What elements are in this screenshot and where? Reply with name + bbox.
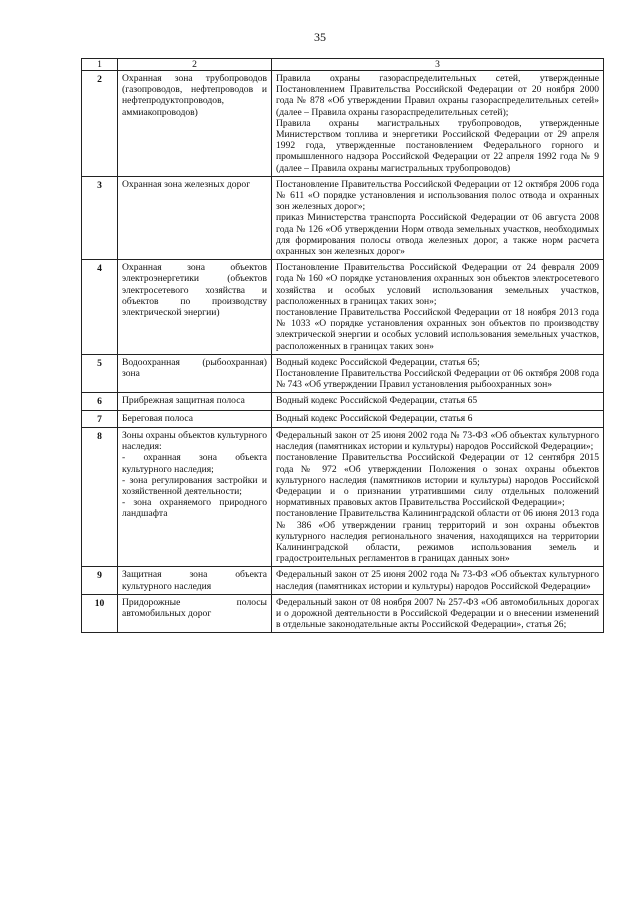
legal-basis-text: постановление Правительства Российской Федерации от 12 сентября 2015 года № 972 «Об утверждении Положения о зонах охраны объектов культурного наследия (памятников истории и культуры) народов Российской Федерации и о признании утратившими силу отдельных положений нормативных правовых актов Правительства Российской Федерации»; — [276, 452, 599, 509]
legal-basis-text: Водный кодекс Российской Федерации, статья 6 — [276, 412, 473, 424]
legal-basis-text: Постановление Правительства Российской Федерации от 24 февраля 2009 года № 160 «О порядке установления охранных зон объектов электросетевого хозяйства и особых условий использования земельных участков, расположенных в границах таких зон»; — [276, 262, 599, 307]
zone-name-text: Охранная зона объектов электроэнергетики (объектов электросетевого хозяйства и объектов по производству электрической энергии) — [122, 262, 267, 319]
row-number: 4 — [82, 260, 118, 355]
header-col-3: 3 — [272, 59, 604, 71]
restrictions-table — [81, 58, 604, 633]
table-row — [82, 260, 604, 355]
legal-basis-text: Федеральный закон от 25 июня 2002 года № 73-ФЗ «Об объектах культурного наследия (памятниках истории и культуры) народов Российской Федерации» — [276, 569, 599, 592]
table-row — [82, 393, 604, 410]
zone-name-cell — [118, 393, 272, 410]
zone-name-text: Прибрежная защитная полоса — [122, 395, 245, 407]
legal-basis-cell — [272, 594, 604, 633]
legal-basis-cell — [272, 427, 604, 566]
zone-name-text: - зона охраняемого природного ландшафта — [122, 497, 267, 520]
zone-name-text: Береговая полоса — [122, 412, 194, 424]
row-number: 3 — [82, 176, 118, 259]
table-row — [82, 427, 604, 566]
table-header-row — [82, 59, 604, 71]
legal-basis-text: постановление Правительства Российской Федерации от 18 ноября 2013 года № 1033 «О порядке установления охранных зон объектов по производству электрической энергии и особых условий использования земельных участков, расположенных в границах таких зон» — [276, 307, 599, 352]
zone-name-text: Придорожные полосы автомобильных дорог — [122, 596, 267, 619]
zone-name-text: Защитная зона объекта культурного наследия — [122, 569, 267, 592]
legal-basis-text: приказ Министерства транспорта Российской Федерации от 06 августа 2008 года № 126 «Об утверждении Норм отвода земельных участков, необходимых для формирования полосы отвода железных дорог, а также норм расчета охранных зон железных дорог» — [276, 212, 599, 258]
table-row — [82, 71, 604, 177]
table-row — [82, 354, 604, 393]
legal-basis-cell — [272, 260, 604, 355]
zone-name-text: Охранная зона железных дорог — [122, 178, 251, 190]
legal-basis-text: Федеральный закон от 25 июня 2002 года № 73-ФЗ «Об объектах культурного наследия (памятниках истории и культуры) народов Российской Федерации»; — [276, 429, 599, 453]
zone-name-cell — [118, 410, 272, 427]
row-number: 2 — [82, 71, 118, 177]
zone-name-text: Водоохранная (рыбоохранная) зона — [122, 356, 267, 380]
legal-basis-text: Правила охраны магистральных трубопроводов, утвержденные Министерством топлива и энергетики Российской Федерации от 29 апреля 1992 года, утвержденные постановлением Федерального горного и промышленного надзора Российской Федерации от 22 апреля 1992 года № 9 (далее – Правила охраны магистральных трубопроводов) — [276, 117, 599, 174]
table-body — [82, 71, 604, 633]
legal-basis-cell — [272, 393, 604, 410]
legal-basis-text: Постановление Правительства Российской Федерации от 12 октября 2006 года № 611 «О порядке установления и использования полос отвода и охранных зон железных дорог»; — [276, 178, 599, 213]
zone-name-text: Охранная зона трубопроводов (газопроводов, нефтепроводов и нефтепродуктопроводов, аммиакопроводов) — [122, 73, 267, 118]
table-row — [82, 567, 604, 594]
legal-basis-cell — [272, 410, 604, 427]
row-number: 5 — [82, 354, 118, 393]
row-number: 6 — [82, 393, 118, 410]
zone-name-cell — [118, 427, 272, 566]
legal-basis-cell — [272, 354, 604, 393]
table-row — [82, 594, 604, 633]
table-row — [82, 176, 604, 259]
header-col-2: 2 — [118, 59, 272, 71]
zone-name-cell — [118, 567, 272, 594]
zone-name-cell — [118, 594, 272, 633]
zone-name-cell — [118, 71, 272, 177]
zone-name-text: - зона регулирования застройки и хозяйственной деятельности; — [122, 474, 267, 497]
legal-basis-cell — [272, 567, 604, 594]
row-number: 9 — [82, 567, 118, 594]
legal-basis-text: Федеральный закон от 08 ноября 2007 № 257-ФЗ «Об автомобильных дорогах и о дорожной деятельности в Российской Федерации и о внесении изменений в отдельные законодательные акты Российской Федерации», статья 26; — [276, 596, 599, 631]
zone-name-cell — [118, 260, 272, 355]
row-number: 7 — [82, 410, 118, 427]
header-col-1: 1 — [82, 59, 118, 71]
zone-name-cell — [118, 176, 272, 259]
legal-basis-cell — [272, 71, 604, 177]
table-row — [82, 410, 604, 427]
row-number: 8 — [82, 427, 118, 566]
zone-name-text: Зоны охраны объектов культурного наследия: — [122, 429, 267, 453]
legal-basis-text: постановление Правительства Калининградской области от 06 июня 2013 года № 386 «Об утверждении границ территорий и зон охраны объектов культурного наследия регионального значения, находящихся на территории Калининградской области, режимов использования земель и градостроительных регламентов в границах данных зон» — [276, 508, 599, 565]
zone-name-text: - охранная зона объекта культурного наследия; — [122, 452, 267, 475]
legal-basis-text: Правила охраны газораспределительных сетей, утвержденные Постановлением Правительства Российской Федерации от 20 ноября 2000 года № 878 «Об утверждении Правил охраны газораспределительных сетей» (далее – Правила охраны газораспределительных сетей); — [276, 73, 599, 118]
page-number: 35 — [314, 30, 326, 44]
legal-basis-text: Водный кодекс Российской Федерации, статья 65; — [276, 356, 480, 368]
legal-basis-cell — [272, 176, 604, 259]
legal-basis-text: Водный кодекс Российской Федерации, статья 65 — [276, 395, 478, 407]
legal-basis-text: Постановление Правительства Российской Федерации от 06 октября 2008 года № 743 «Об утверждении Правил установления рыбоохранных зон» — [276, 368, 599, 391]
row-number: 10 — [82, 594, 118, 633]
zone-name-cell — [118, 354, 272, 393]
